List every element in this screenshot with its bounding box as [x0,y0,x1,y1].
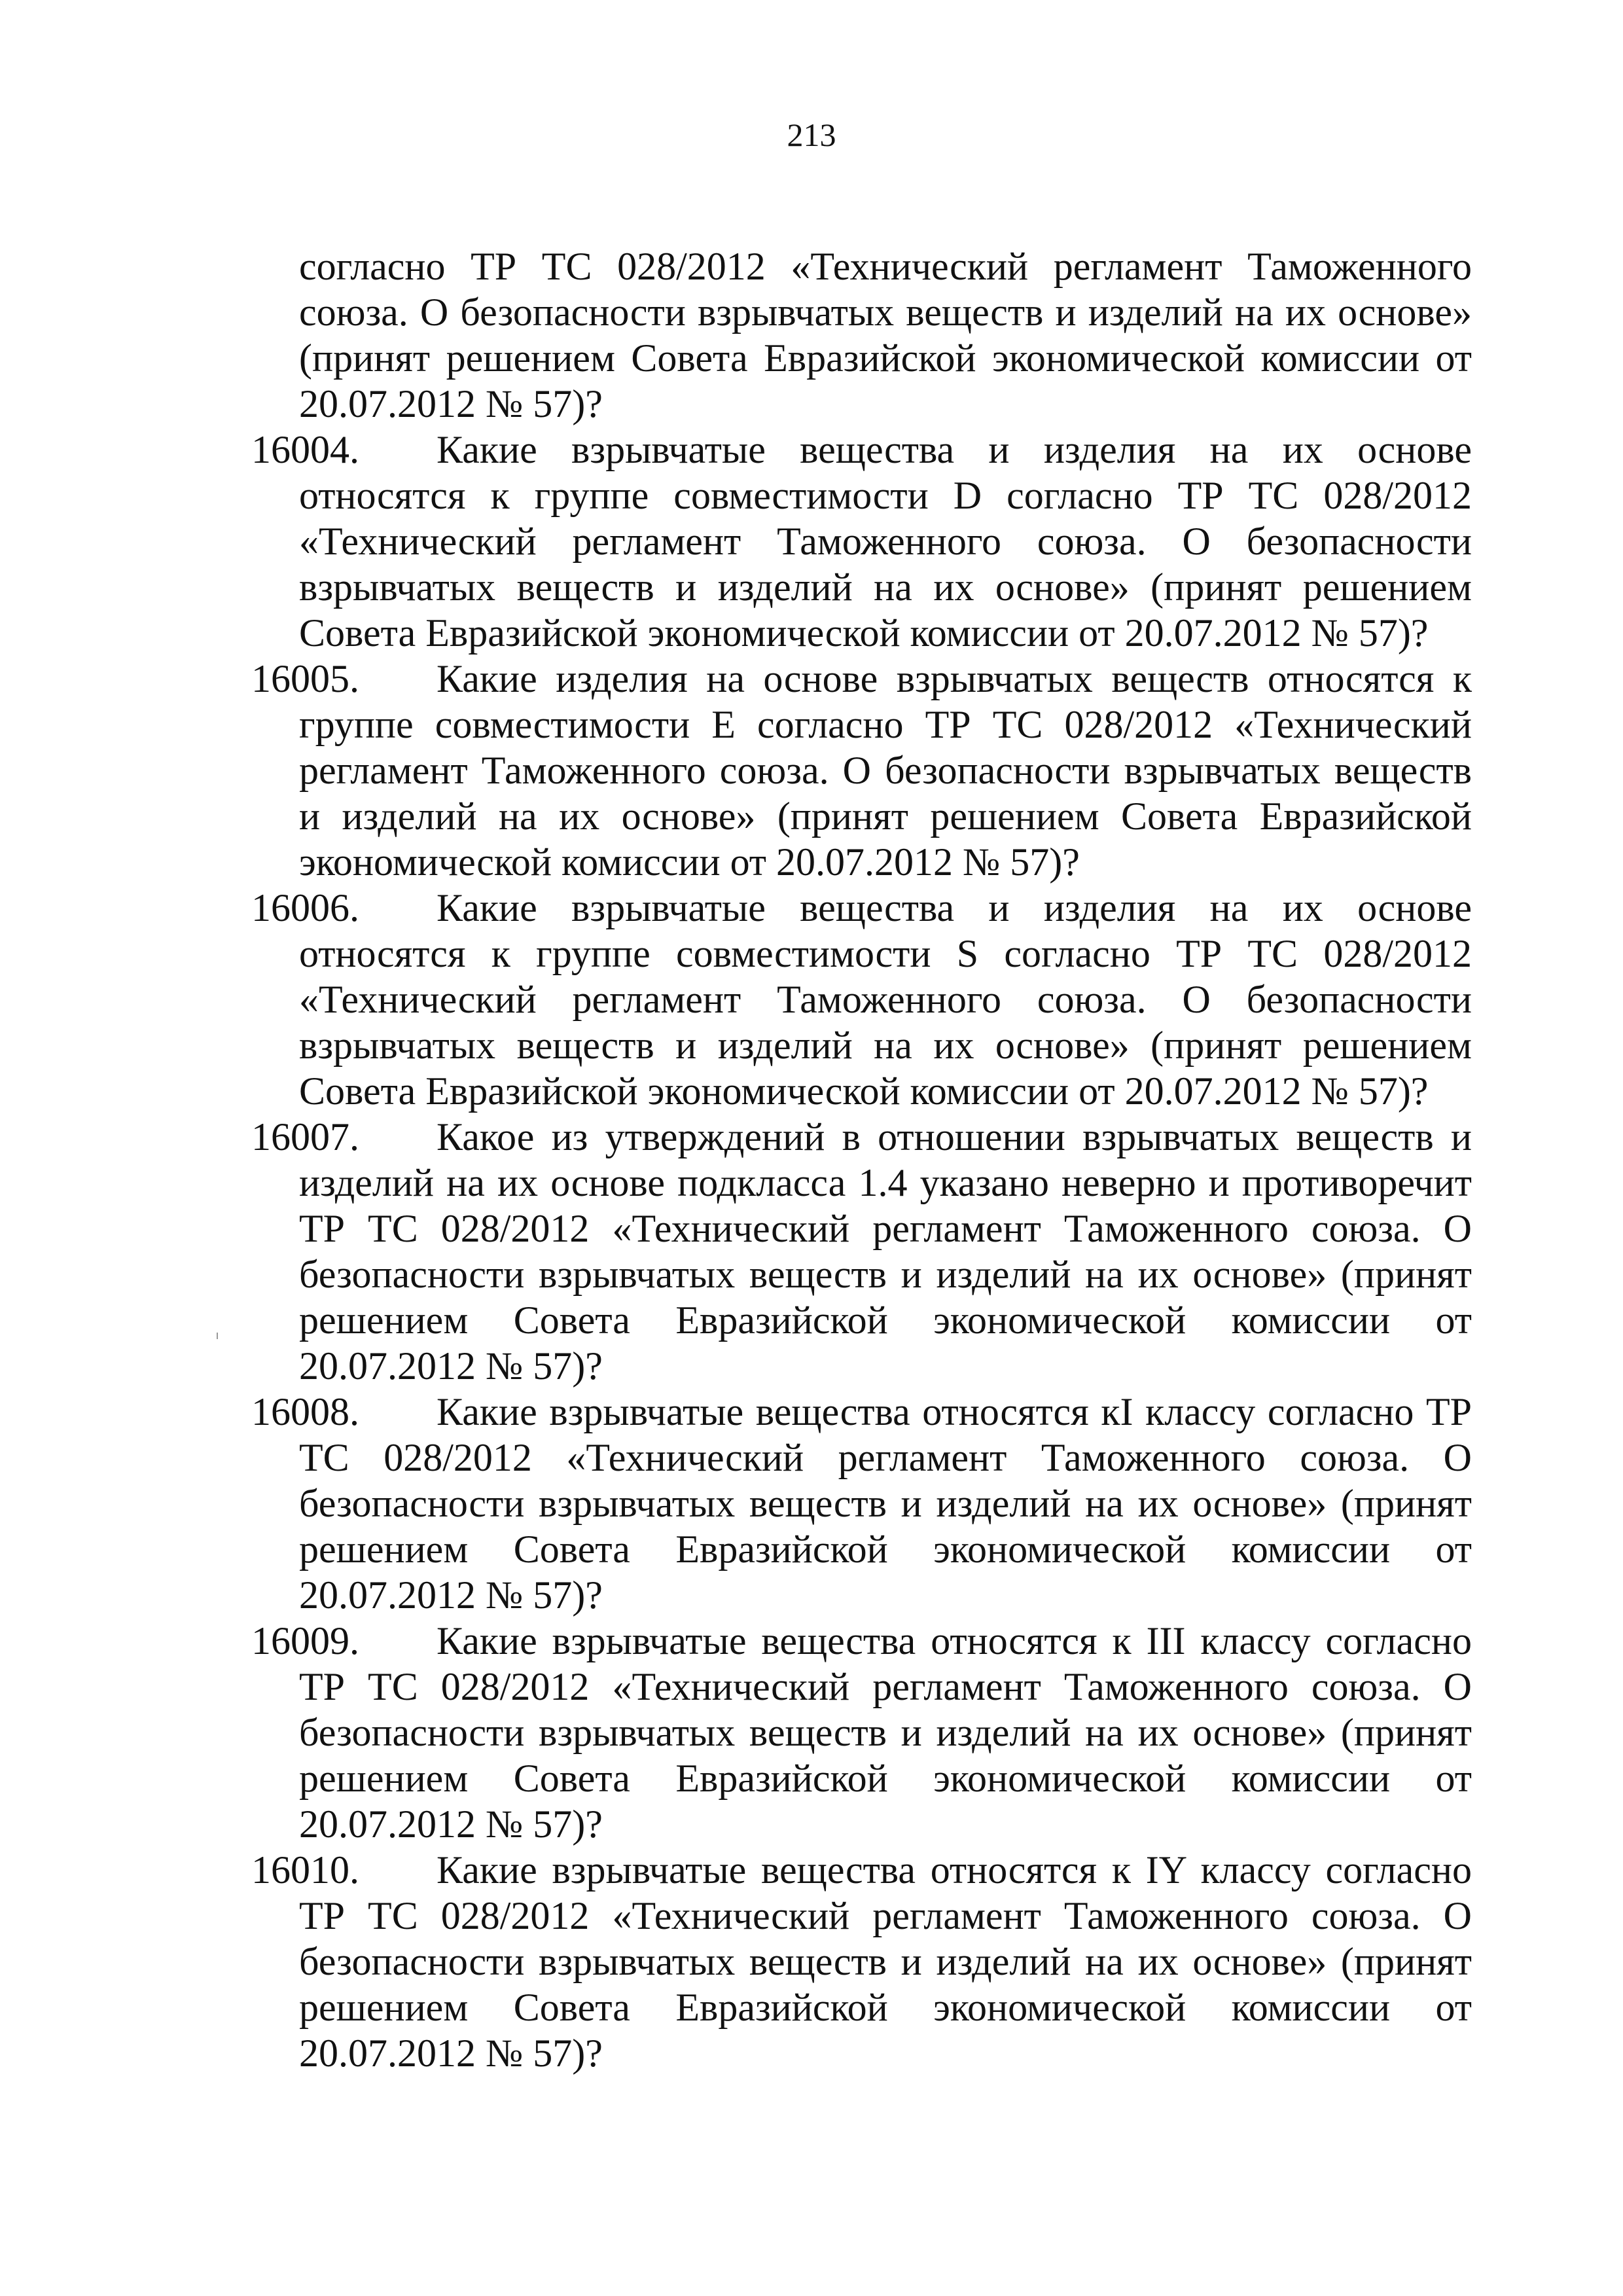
question-text: Какое из утверждений в отношении взрывчатых веществ и изделий на их основе подкласса 1.4 указано неверно и противоречит ТР ТС 028/2012 «Технический регламент Таможенного союза. О безопасности взрывчатых веществ и изделий на их основе» (принят решением Совета Евразийской экономической комиссии от 20.07.2012 № 57)? [299,1115,1472,1388]
question-text: Какие взрывчатые вещества относятся к III классу согласно ТР ТС 028/2012 «Технический регламент Таможенного союза. О безопасности взрывчатых веществ и изделий на их основе» (принят решением Совета Евразийской экономической комиссии от 20.07.2012 № 57)? [299,1619,1472,1846]
question-text: Какие взрывчатые вещества и изделия на их основе относятся к группе совместимости D согласно ТР ТС 028/2012 «Технический регламент Таможенного союза. О безопасности взрывчатых веществ и изделий на их основе» (принят решением Совета Евразийской экономической комиссии от 20.07.2012 № 57)? [299,428,1472,655]
question-item [251,427,1472,656]
question-item [251,885,1472,1114]
question-text: Какие взрывчатые вещества относятся к IY классу согласно ТР ТС 028/2012 «Технический регламент Таможенного союза. О безопасности взрывчатых веществ и изделий на их основе» (принят решением Совета Евразийской экономической комиссии от 20.07.2012 № 57)? [299,1848,1472,2075]
question-item [251,1847,1472,2076]
question-number: 16005. [251,657,359,700]
page-number: 213 [787,117,836,153]
question-text: Какие изделия на основе взрывчатых веществ относятся к группе совместимости Е согласно ТР ТС 028/2012 «Технический регламент Таможенного союза. О безопасности взрывчатых веществ и изделий на их основе» (принят решением Совета Евразийской экономической комиссии от 20.07.2012 № 57)? [299,657,1472,884]
question-number: 16007. [251,1115,359,1158]
intro-paragraph: согласно ТР ТС 028/2012 «Технический регламент Таможенного союза. О безопасности взрывчатых веществ и изделий на их основе» (принят решением Совета Евразийской экономической комиссии от 20.07.2012 № 57)? [299,245,1472,425]
question-list [251,243,1472,2076]
question-number: 16008. [251,1390,359,1433]
question-item [251,1618,1472,1847]
question-text: Какие взрывчатые вещества и изделия на их основе относятся к группе совместимости S согласно ТР ТС 028/2012 «Технический регламент Таможенного союза. О безопасности взрывчатых веществ и изделий на их основе» (принят решением Совета Евразийской экономической комиссии от 20.07.2012 № 57)? [299,886,1472,1113]
scan-artifact [217,1333,218,1339]
question-item [251,656,1472,885]
question-item [251,1389,1472,1618]
question-number: 16004. [251,428,359,471]
question-number: 16010. [251,1848,359,1892]
question-number: 16006. [251,886,359,929]
question-number: 16009. [251,1619,359,1662]
question-text: Какие взрывчатые вещества относятся кI классу согласно ТР ТС 028/2012 «Технический регламент Таможенного союза. О безопасности взрывчатых веществ и изделий на их основе» (принят решением Совета Евразийской экономической комиссии от 20.07.2012 № 57)? [299,1390,1472,1617]
question-item [251,1114,1472,1389]
